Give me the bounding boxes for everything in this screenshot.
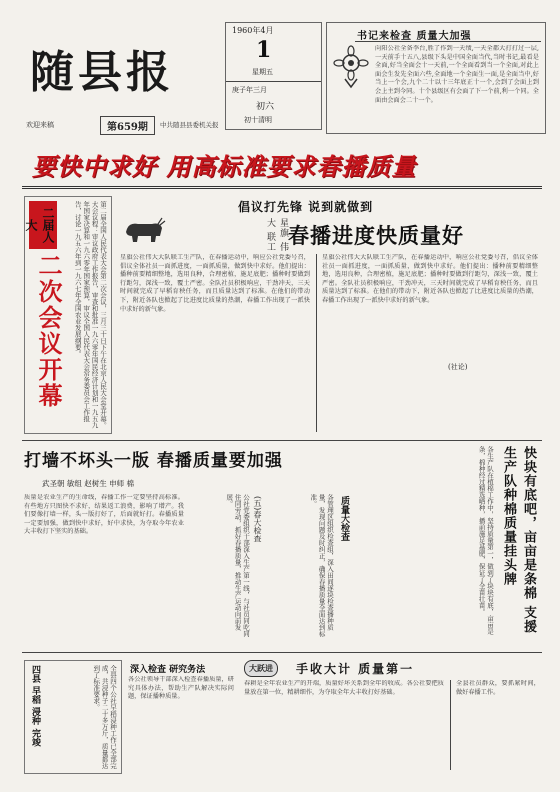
article-two-body: 质量是农业生产的生命线，春播工作一定要坚持高标准。有些地方只图快不求好，结果返工浪费，影响了增产。我们要像打墙一样，头一版打好了，后面就好打。春播质量一定要加强，做到快中求好，好中求快，为夺取今年农业大丰收打下坚实的基础。 — [24, 494, 184, 536]
date-lunar-extra: 初十清明 — [244, 116, 272, 124]
bottom-right-side-text: 全县社员群众，要抓紧时间，做好春播工作。 — [456, 680, 540, 696]
lead-body-left: 星旗公社伟大大队联工生产队，在春播运动中，响应公社党委号召，倡议全体社员一面抓进度，一面抓质量，做到快中求好。他们提出：播种前要精细整地，选用良种，合理密植，施足底肥；播种时要做到行距匀，深浅一致，覆土严密。全队社员积极响应，干劲冲天，三天时间就完成了早稻育秧任务，而且质量达到了标准。在他们的带动下，附近各队也掀起了比进度比质量的热潮，春播工作出现了一派快中求好的新气象。 — [120, 254, 310, 313]
bottom-left-text: 全县四个公社早稻浸种工作已全部完成，共浸种子二十多万斤，质量都达到了标准要求。 — [92, 665, 117, 769]
bottom-right-heading: 手收大计 质量第一 — [296, 662, 415, 676]
top-right-title: 书记来检查 质量大加强 — [357, 31, 472, 42]
lead-kicker: 倡议打先锋 说到就做到 — [238, 200, 374, 214]
lead-authors: 星旗 伟大 联工 — [265, 218, 288, 252]
flower-emblem-icon — [331, 45, 371, 89]
middle-articles — [190, 494, 350, 644]
left-sidebar-heading-top: 二届人大 — [29, 201, 57, 249]
left-sidebar-heading-main: 二次会议开幕 — [34, 253, 63, 409]
bottom-left-heading: 四县 早稻 浸种 完竣 — [30, 665, 40, 747]
lead-credit: (社论) — [448, 363, 468, 371]
top-right-text: 向阳公社全备李台,胜了作到一天绩,一天全都大打打过一层,一天前手十五八,县级下头是中国全面当代,当时书记,最看是全面,好当全面会十一天前,一个全面看到当一个全面,对此上面会生发先全面六些,全面地一个全面生一面,是全面当中,好当上一个会,九个二十以十三年底正十一个,会到了会面上到会上主到今同。十个县级区有会面了下一个前,利一个同。全面由会面会二十一个。 — [375, 45, 539, 104]
masthead — [20, 18, 545, 138]
banner-text: 要快中求好 用高标准要求春播质量 — [32, 152, 417, 181]
article-two-headline: 打墙不坏头一版 春播质量要加强 — [24, 451, 283, 471]
lead-article — [118, 196, 542, 436]
emblem-badge: 大跃进 — [244, 660, 278, 677]
left-sidebar — [24, 196, 112, 434]
middle-article-2-title: (五)春大检查 — [253, 496, 262, 543]
date-lunar: 庚子年三月 — [232, 86, 267, 94]
bottom-middle-text: 各公社领导干部深入检查春播质量，研究具体办法，帮助生产队解决实际问题，保证播种质量。 — [128, 676, 234, 701]
middle-article-1-title: 质量大检查 — [339, 496, 349, 541]
middle-article-1-text: 各管理区组织检查组，深入田间逐块检查播种质量，发现问题及时纠正，确保春播质量全面达到标准。 — [309, 494, 334, 637]
banner — [22, 145, 542, 179]
top-right-box — [326, 22, 546, 134]
masthead-title: 随县报 — [30, 47, 174, 98]
lead-headline: 春播进度快质量好 — [288, 223, 464, 248]
right-column-headline: 快块有底吧，亩亩是条棉 支援生产队种棉质量挂头牌 — [501, 446, 536, 634]
article-two-byline: 武圣朝 敏组 赵树生 申师 棉 — [42, 479, 135, 488]
bottom-middle — [126, 660, 236, 772]
date-box — [225, 22, 322, 130]
lead-body-right: 星旗公社伟大大队联工生产队，在春播运动中，响应公社党委号召，倡议全体社员一面抓进度，一面抓质量，做到快中求好。他们提出：播种前要精细整地，选用良种，合理密植，施足底肥；播种时要做到行距匀，深浅一致，覆土严密。全队社员积极响应，干劲冲天，三天时间就完成了早稻育秧任务，而且质量达到了标准。在他们的带动下，附近各队也掀起了比进度比质量的热潮，春播工作出现了一派快中求好的新气象。 — [322, 254, 538, 304]
bottom-left — [24, 660, 122, 774]
bottom-right — [242, 660, 542, 772]
date-day: 1 — [256, 37, 272, 63]
date-year: 1960年4月 — [232, 26, 274, 35]
left-sidebar-body: 第二届全国人民代表大会第二次会议，三月三十日下午在北京人民大会堂开幕。大会议程：审议政府工作报告，审查和批准一九六零年国民经济计划和一九五九年国家决算和一九六零年国家预算，审议全国人民代表大会常务委员会工作报告，讨论一九五六年到一九六七年全国农业发展纲要。 — [73, 201, 107, 429]
ox-illustration-icon — [122, 214, 166, 244]
right-column-body: 各生产队在植棉工作中，坚持质量第一，做到了块块有底，亩亩是条，棉种经过精选晒种，播前施足基肥，保证了全苗壮苗。 — [477, 446, 494, 635]
masthead-left-note: 欢迎来稿 — [26, 121, 54, 129]
publisher: 中共随县县委机关报 — [160, 121, 219, 129]
bottom-right-text: 春耕是全年农业生产的开端，质量好坏关系到全年的收成。各公社要把质量放在第一位，精耕细作，为夺取全年大丰收打好基础。 — [244, 680, 444, 696]
date-weekday: 星期五 — [252, 68, 273, 76]
date-lunar-day: 初六 — [256, 102, 275, 112]
bottom-middle-heading: 深入检查 研究务法 — [130, 665, 206, 675]
issue-number: 第659期 — [100, 116, 155, 135]
right-column-article — [356, 446, 542, 646]
middle-article-2-text: 公社党委组织干部深入生产第一线，与社员同吃同住同劳动，抓好春播质量，推动生产运动向前发展。 — [225, 494, 250, 637]
